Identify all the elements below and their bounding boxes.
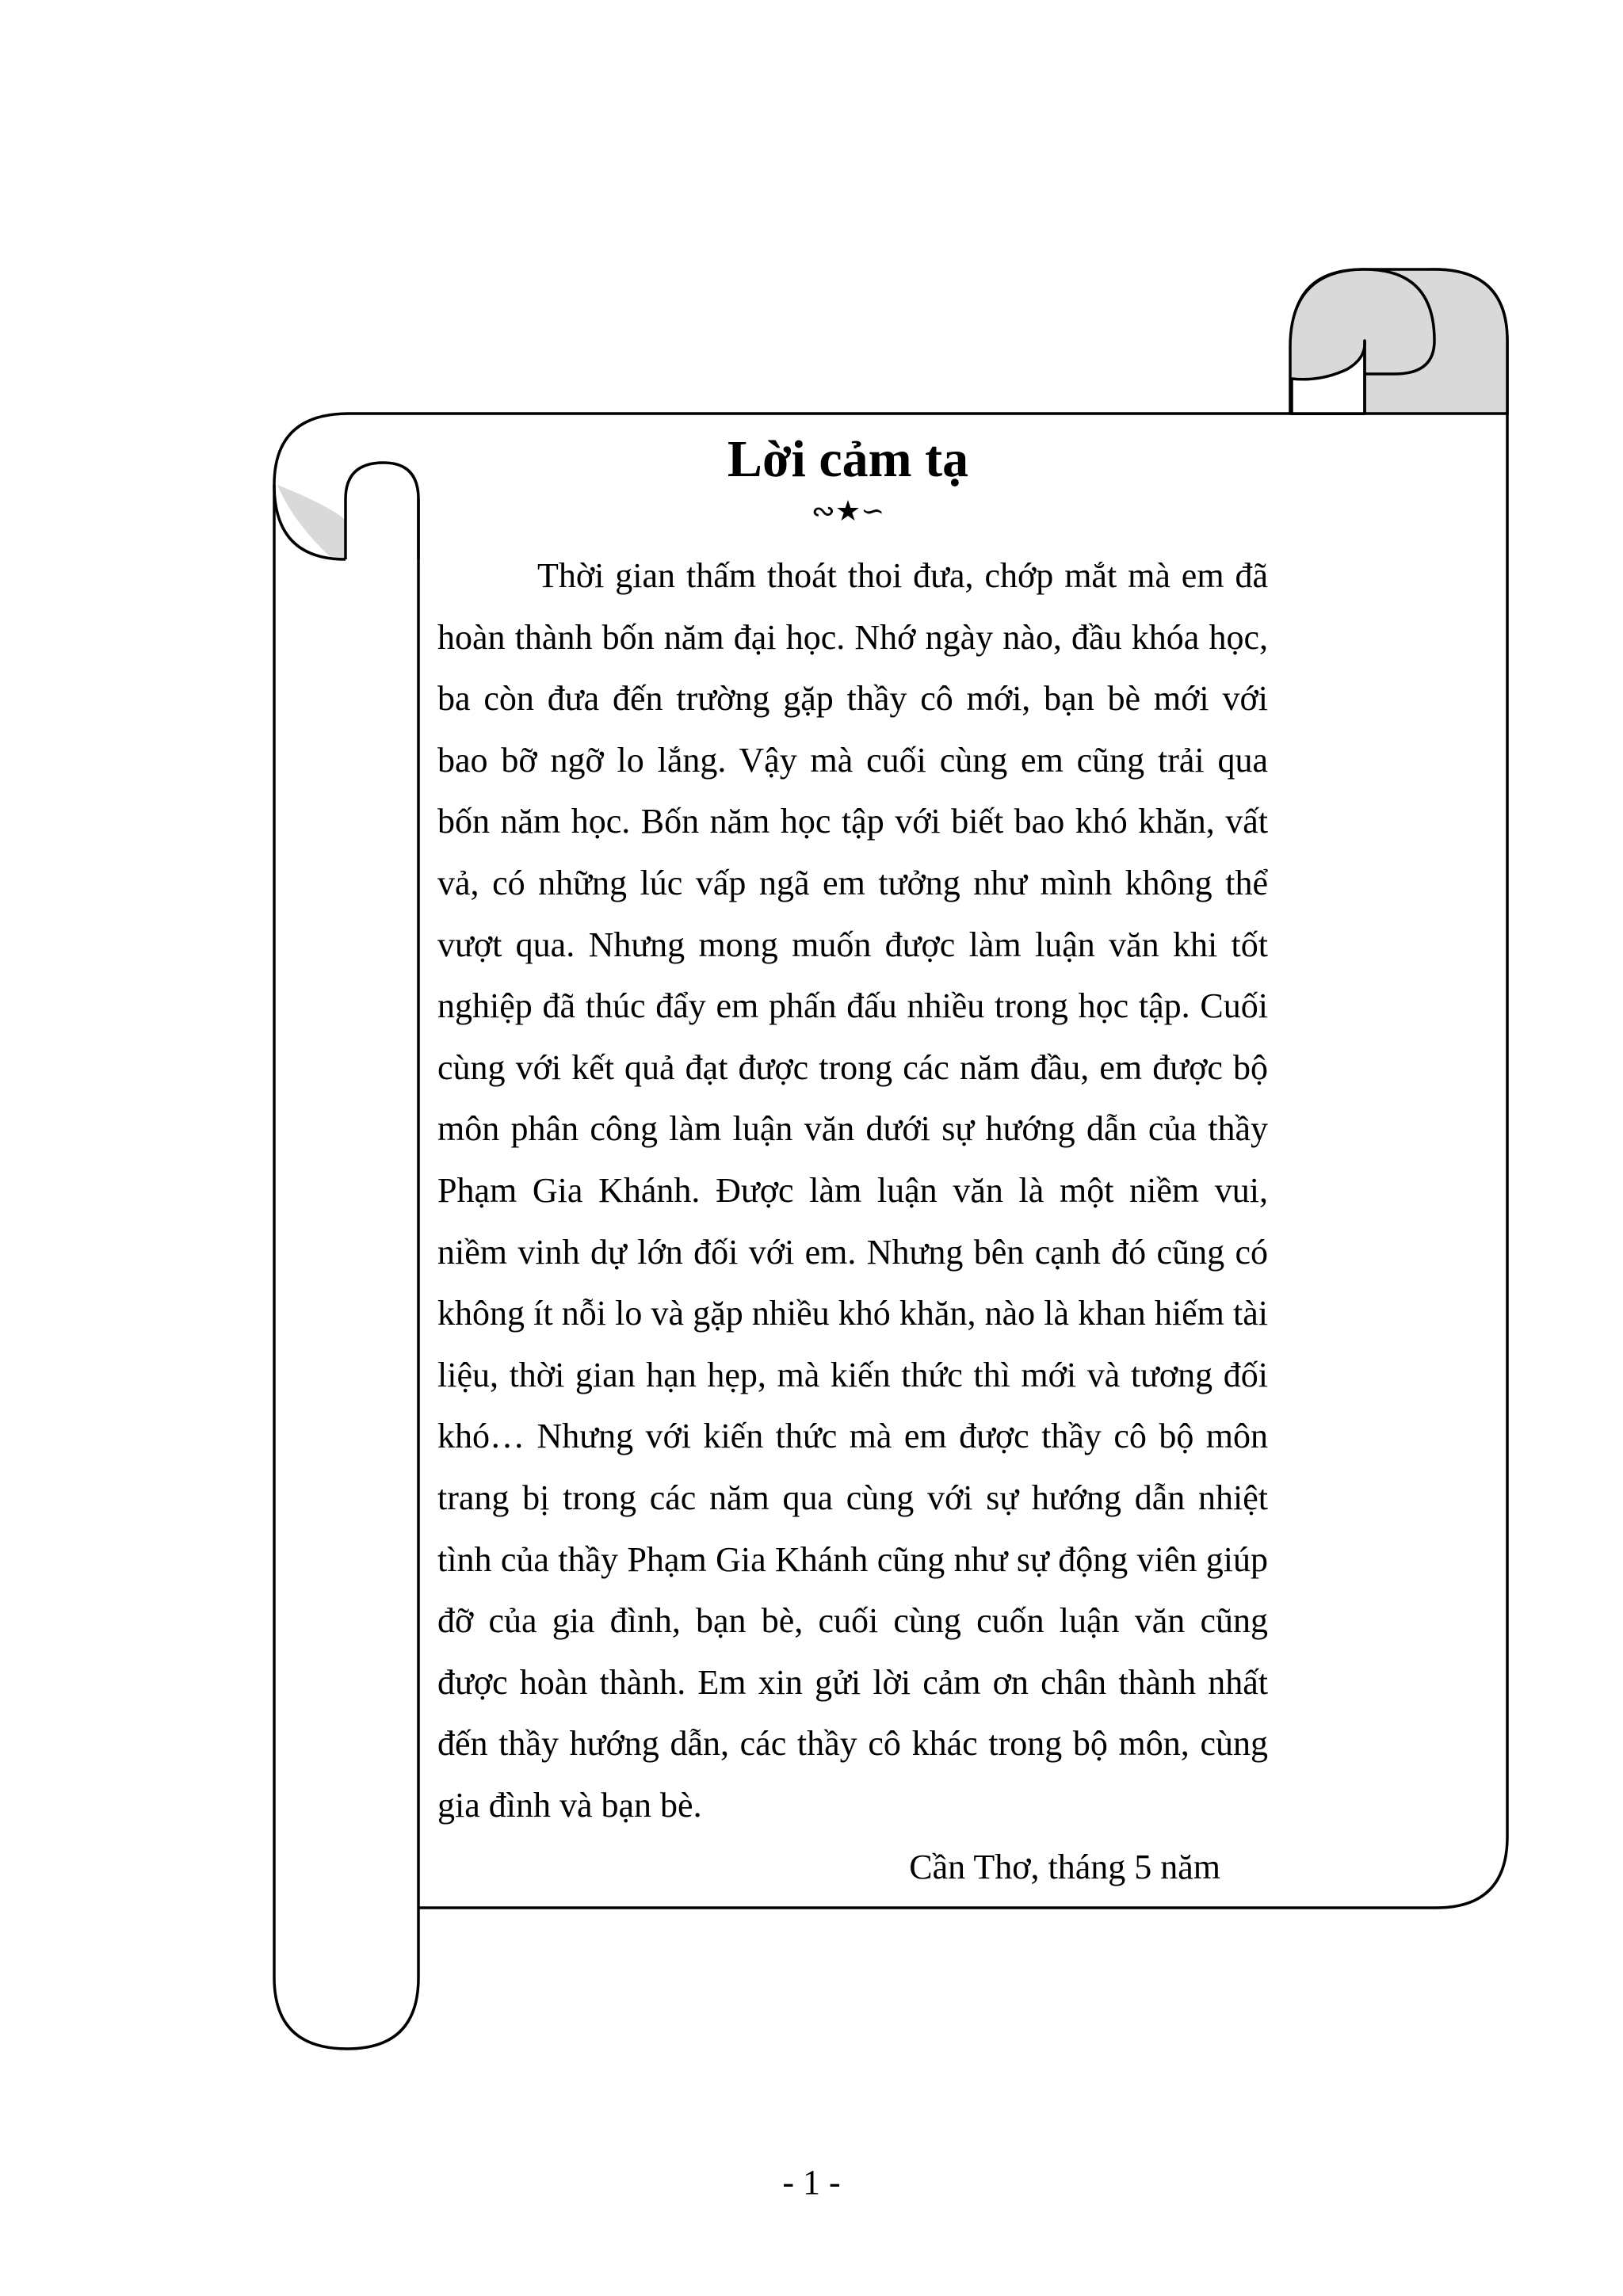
left-top-roll [346, 463, 418, 559]
page-number: - 1 - [782, 2163, 841, 2202]
page-title: Lời cảm tạ [727, 430, 969, 488]
signature-line: Cần Thơ, tháng 5 năm [909, 1848, 1220, 1886]
title-ornament: ∾★∽ [811, 495, 885, 527]
acknowledgement-paragraph: Thời gian thấm thoát thoi đưa, chớp mắt mà em đã hoàn thành bốn năm đại học. Nhớ ngày nào, đầu khóa học, ba còn đưa đến trường gặp thầy cô mới, bạn bè mới với bao bỡ ngỡ lo lắng. Vậy mà cuối cùng em cũng trải qua bốn năm học. Bốn năm học tập với biết bao khó khăn, vất vả, có những lúc vấp ngã em tưởng như mình không thể vượt qua. Nhưng mong muốn được làm luận văn khi tốt nghiệp đã thúc đẩy em phấn đấu nhiều trong học tập. Cuối cùng với kết quả đạt được trong các năm đầu, em được bộ môn phân công làm luận văn dưới sự hướng dẫn của thầy Phạm Gia Khánh. Được làm luận văn là một niềm vui, niềm vinh dự lớn đối với em. Nhưng bên cạnh đó cũng có không ít nỗi lo và gặp nhiều khó khăn, nào là khan hiếm tài liệu, thời gian hạn hẹp, mà kiến thức thì mới và tương đối khó… Nhưng với kiến thức mà em được thầy cô bộ môn trang bị trong các năm qua cùng với sự hướng dẫn nhiệt tình của thầy Phạm Gia Khánh cũng như sự động viên giúp đỡ của gia đình, bạn bè, cuối cùng cuốn luận văn cũng được hoàn thành. Em xin gửi lời cảm ơn chân thành nhất đến thầy hướng dẫn, các thầy cô khác trong bộ môn, cùng gia đình và bạn bè. [437, 556, 1268, 1825]
